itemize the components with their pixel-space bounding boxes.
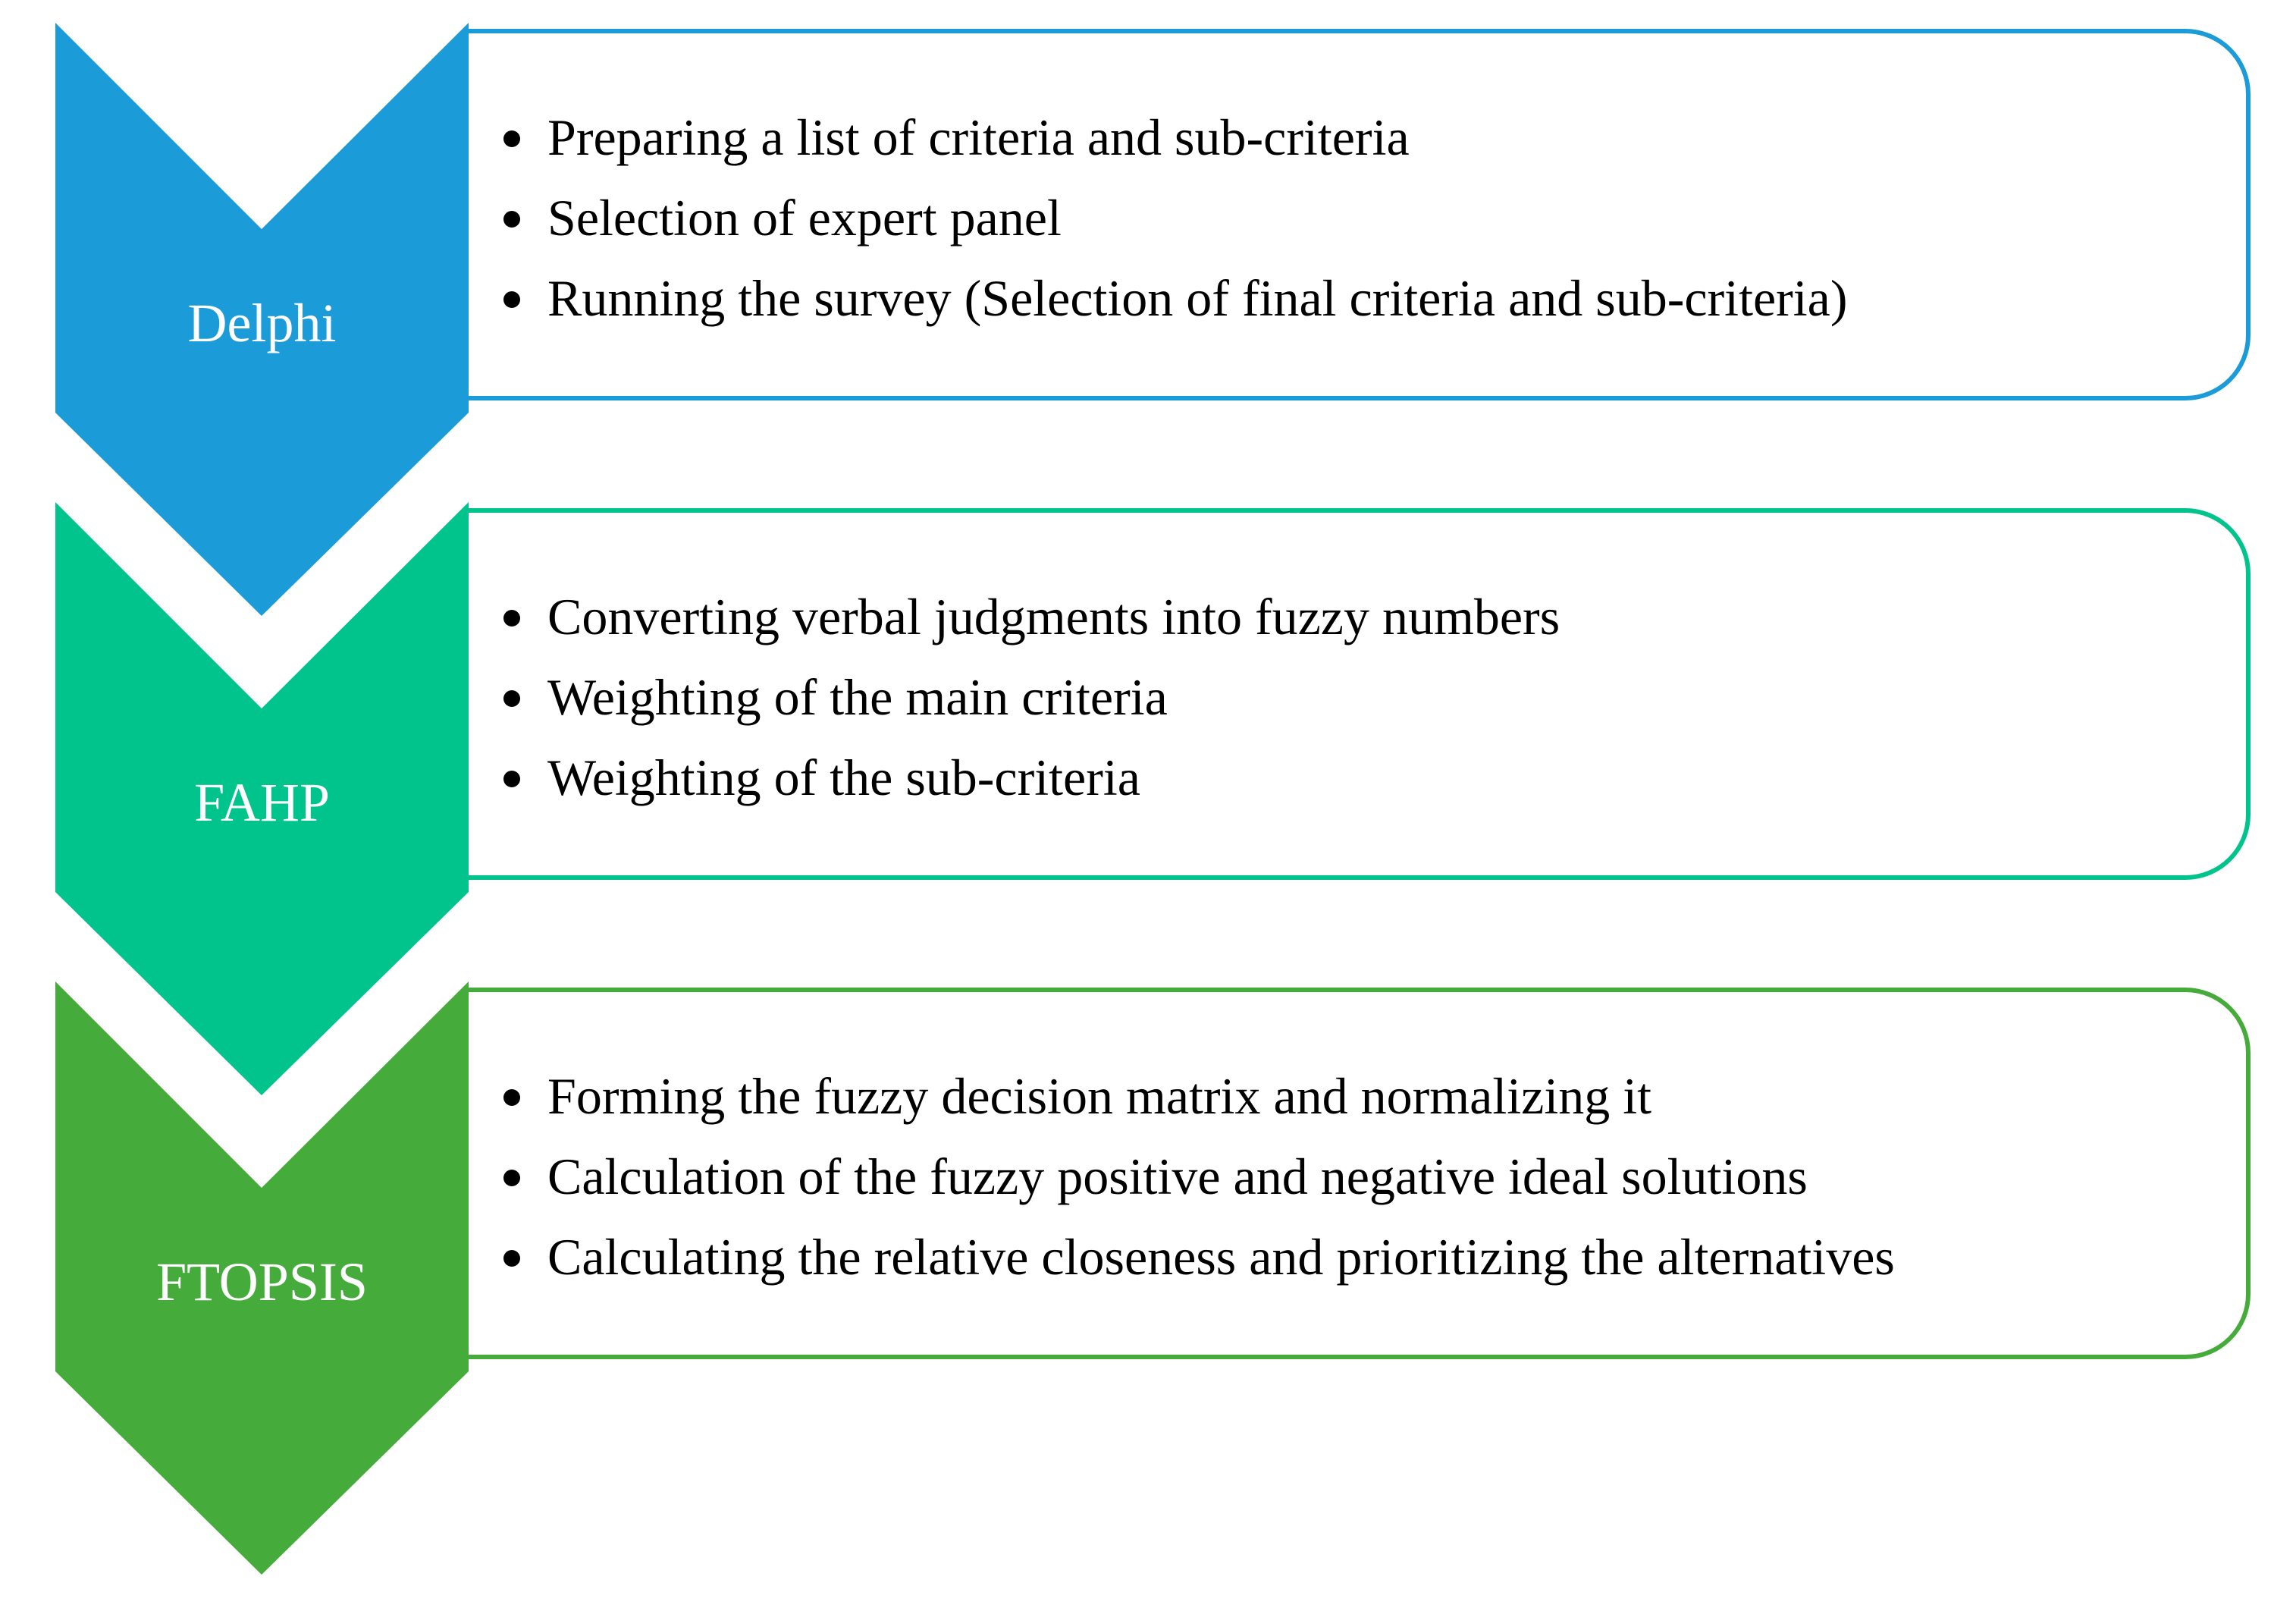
list-item-text: Running the survey (Selection of final criteria and sub-criteria) [547,269,1848,327]
bullet-dot [503,771,520,787]
list-item [500,177,2237,258]
ftopsis-step-list [500,1056,2237,1297]
ftopsis-chevron [55,981,469,1575]
bullet-dot [503,1089,520,1106]
delphi-stage-label: Delphi [187,293,337,353]
list-item [500,657,2237,737]
list-item [500,97,2237,177]
list-item-text: Weighting of the main criteria [547,668,1168,726]
list-item [500,1136,2237,1217]
list-item-text: Converting verbal judgments into fuzzy numbers [547,588,1560,645]
bullet-dot [503,211,520,228]
bullet-dot [503,1170,520,1186]
list-item-text: Preparing a list of criteria and sub-criteria [547,108,1410,166]
list-item [500,737,2237,818]
delphi-step-list [500,97,2237,338]
list-item-text: Weighting of the sub-criteria [547,749,1140,806]
bullet-dot [503,130,520,147]
list-item-text: Calculating the relative closeness and prioritizing the alternatives [547,1228,1895,1286]
list-item [500,576,2237,657]
list-item [500,1056,2237,1136]
fahp-step-list [500,576,2237,818]
bullet-dot [503,1250,520,1267]
fahp-stage-label: FAHP [194,772,330,833]
ftopsis-stage-label: FTOPSIS [156,1252,368,1312]
list-item-text: Selection of expert panel [547,189,1062,247]
list-item-text: Forming the fuzzy decision matrix and normalizing it [547,1067,1651,1125]
list-item [500,1217,2237,1297]
bullet-dot [503,610,520,627]
list-item-text: Calculation of the fuzzy positive and negative ideal solutions [547,1148,1808,1205]
bullet-dot [503,690,520,707]
bullet-dot [503,291,520,308]
list-item [500,258,2237,338]
